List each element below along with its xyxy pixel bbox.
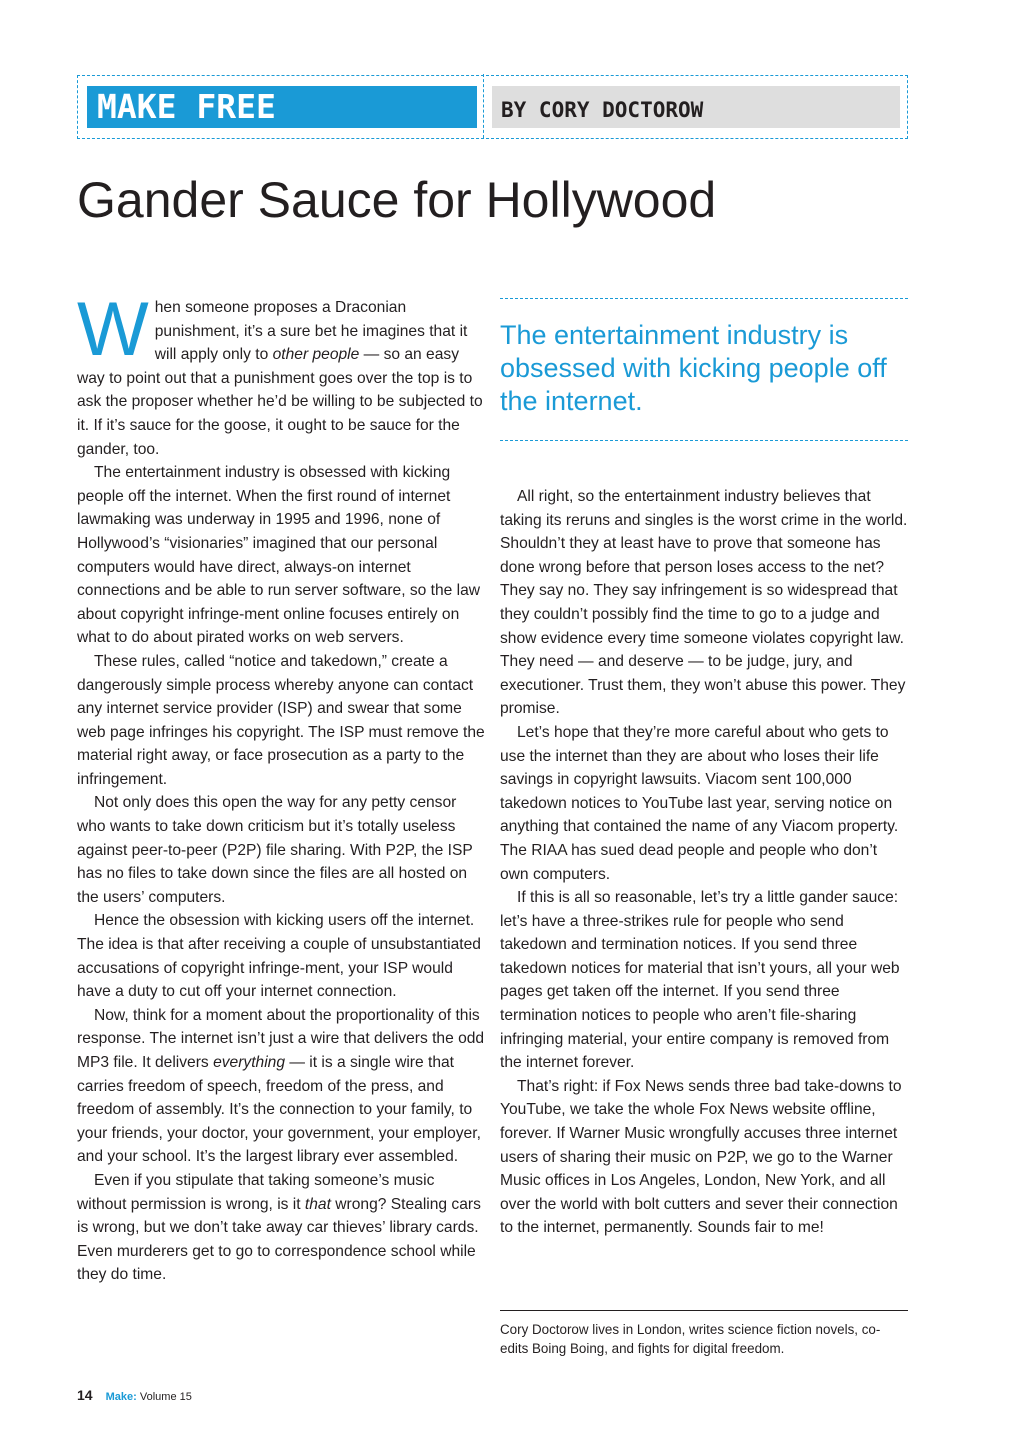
paragraph: All right, so the entertainment industry believes that taking its reruns and singles is the worst crime in the world. Shouldn’t they at least have to prove that someone has done wrong before that person loses access to the net? They say no. They say infringement is so widespread that they couldn’t possibly find the time to go to a judge and show evidence every time someone violates copyright law. They need — and deserve — to be judge, jury, and executioner. Trust them, they won’t abuse this power. They promise. xyxy=(500,488,908,718)
paragraph: That’s right: if Fox News sends three bad take-downs to YouTube, we take the whole Fox News website offline, forever. If Warner Music wrongfully accuses three internet users of sharing their music on P2P, we go to the Warner Music offices in Los Angeles, London, New York, and all over the world with bolt cutters and sever their connection to the internet, permanently. Sounds fair to me! xyxy=(500,1077,902,1237)
paragraph: Not only does this open the way for any petty censor who wants to take down criticism but it’s totally useless against peer-to-peer (P2P) file sharing. With P2P, the ISP has no files to take down since the files are all hosted on the users’ computers. xyxy=(77,794,473,906)
column-banner xyxy=(77,75,908,139)
paragraph: Let’s hope that they’re more careful about who gets to use the internet than they are about who loses their life savings in copyright lawsuits. Viacom sent 100,000 takedown notices to YouTube last year, serving notice on anything that contained the name of any Viacom property. The RIAA has sued dead people and people who don’t own computers. xyxy=(500,723,899,883)
volume-label: Volume 15 xyxy=(139,1391,192,1403)
page-number: 14 xyxy=(77,1387,93,1403)
paragraph: If this is all so reasonable, let’s try a little gander sauce: let’s have a three-strikes rule for people who send takedown and termination notices. If you send three takedown notices for material that isn’t yours, all your web pages get taken off the internet. If you send three termination notices to people who aren’t file-sharing infringing material, your entire company is removed from the internet forever. xyxy=(500,889,900,1072)
column-name: MAKE FREE xyxy=(87,86,477,128)
bio-divider xyxy=(500,1310,908,1311)
pull-quote: The entertainment industry is obsessed with kicking people off the internet. xyxy=(500,320,887,416)
paragraph: Even if you stipulate that taking someone’s music without permission is wrong, is it that wrong? Stealing cars is wrong, but we don’t take away car thieves’ library cards. Even murderers get to go to correspondence school while they do time. xyxy=(77,1171,481,1284)
author-bio: Cory Doctorow lives in London, writes science fiction novels, co-edits Boing Boing, and fights for digital freedom. xyxy=(500,1322,881,1356)
drop-cap: W xyxy=(77,287,149,372)
paragraph: These rules, called “notice and takedown,” create a dangerously simple process whereby anyone can contact any internet service provider (ISP) and swear that some web page infringes his copyright. The ISP must remove the material right away, or face prosecution as a party to the infringement. xyxy=(77,652,485,788)
paragraph: Hence the obsession with kicking users off the internet. The idea is that after receiving a couple of unsubstantiated accusations of copyright infringe-ment, your ISP would have a duty to cut off your internet connection. xyxy=(77,912,481,1001)
paragraph: Now, think for a moment about the proportionality of this response. The internet isn’t just a wire that delivers the odd MP3 file. It delivers everything — it is a single wire that carries freedom of speech, freedom of the press, and freedom of assembly. It’s the connection to your family, to your friends, your doctor, your government, your employer, and your school. It’s the largest library ever assembled. xyxy=(77,1006,485,1166)
paragraph: The entertainment industry is obsessed with kicking people off the internet. When the first round of internet lawmaking was underway in 1995 and 1996, none of Hollywood’s “visionaries” imagined that our personal computers would have direct, always-on internet connections and be able to run server software, so the law about copyright infringe-ment online focuses entirely on what to do about pirated works on web servers. xyxy=(77,464,481,647)
magazine-name: Make: xyxy=(105,1391,137,1403)
paragraph: When someone proposes a Draconian punishment, it’s a sure bet he imagines that it will apply only to other people — so an easy way to point out that a punishment goes over the top is to ask the proposer whether he’d be willing to be subjected to it. If it’s sauce for the goose, it ought to be sauce for the gander, too. xyxy=(77,287,483,458)
banner-divider xyxy=(483,74,484,138)
left-column xyxy=(77,287,487,1287)
right-column xyxy=(500,485,910,1240)
pull-quote-rule-top xyxy=(500,298,908,299)
article-title: Gander Sauce for Hollywood xyxy=(77,172,717,228)
pull-quote-rule-bottom xyxy=(500,440,908,441)
byline: BY CORY DOCTOROW xyxy=(492,86,900,128)
page-footer xyxy=(77,1387,192,1405)
